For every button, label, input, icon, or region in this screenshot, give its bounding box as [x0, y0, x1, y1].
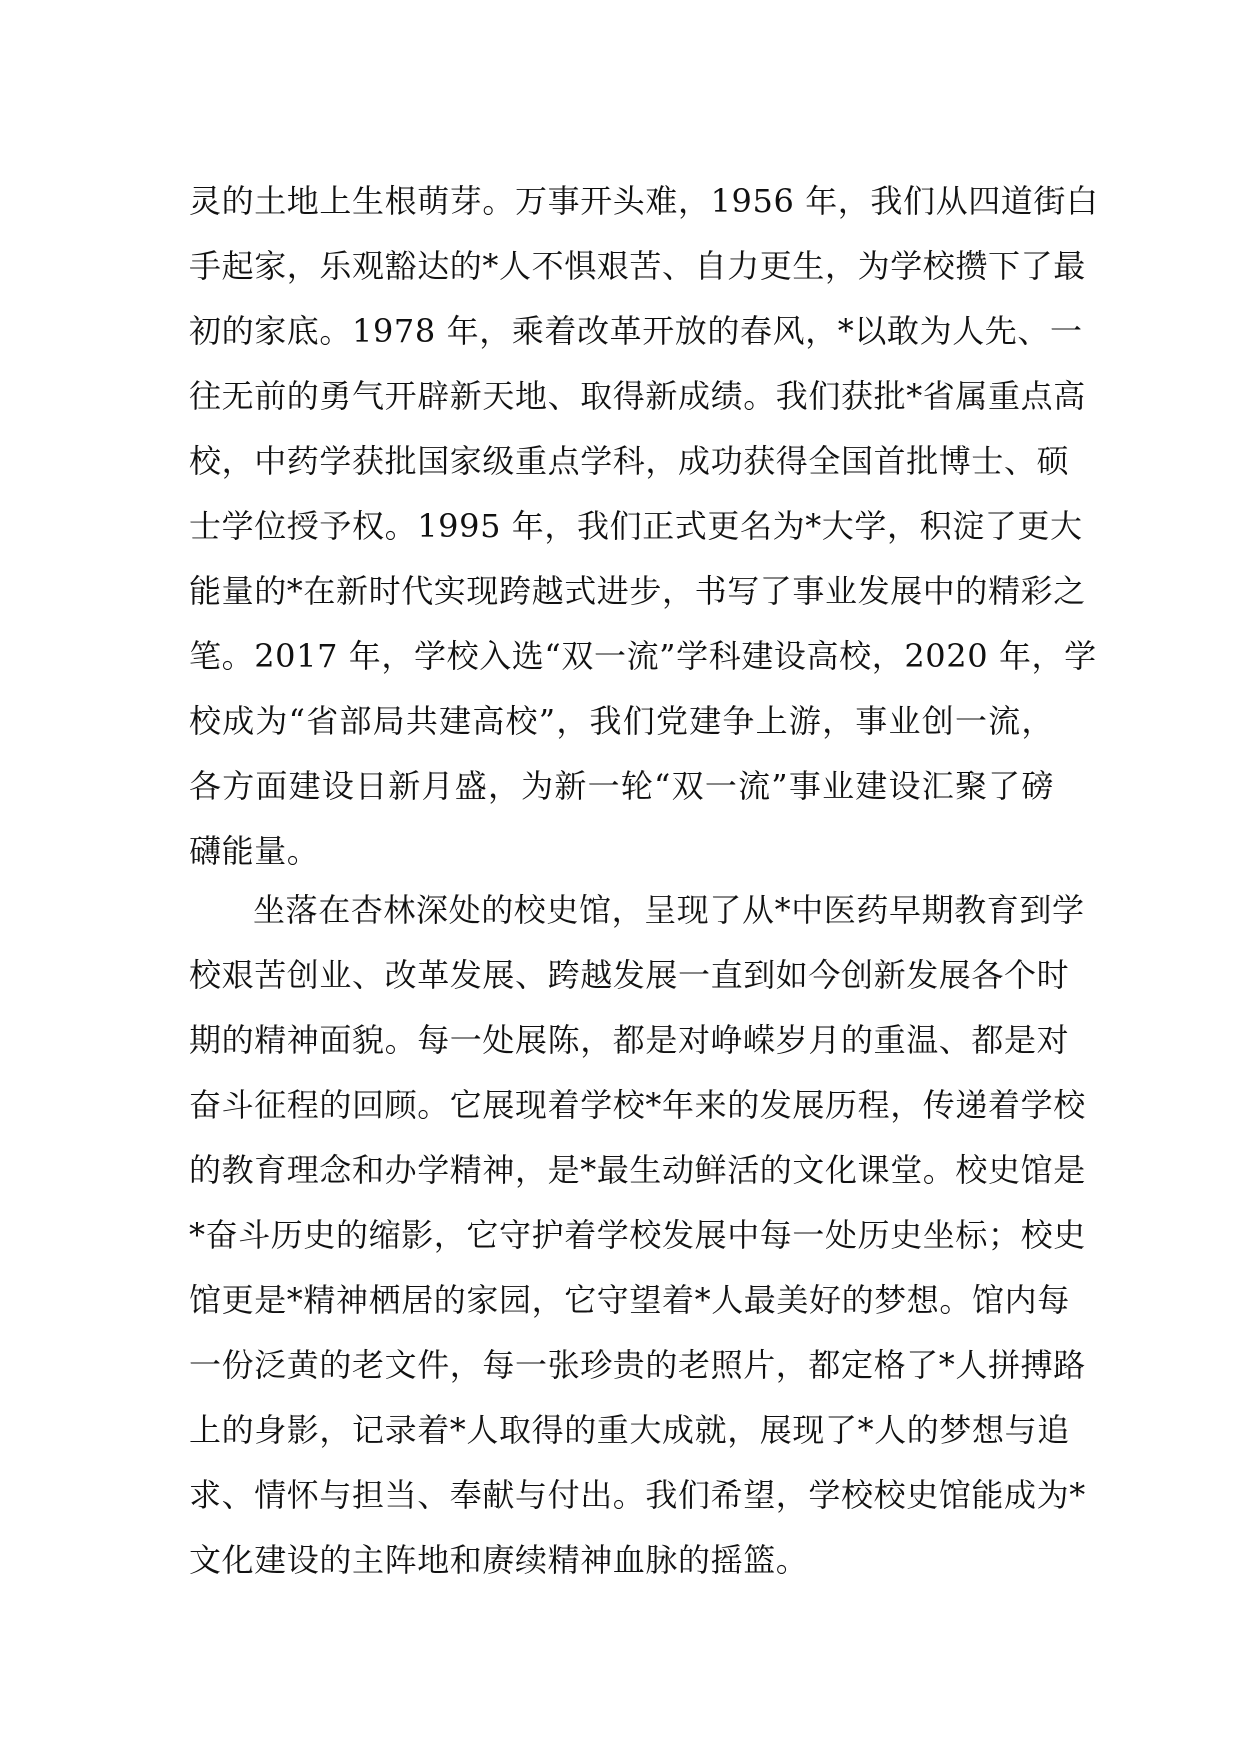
text-line: 奋斗征程的回顾。它展现着学校*年来的发展历程，传递着学校 [189, 1086, 1086, 1124]
paragraph-school-history [189, 169, 1099, 884]
text-line: *奋斗历史的缩影，它守护着学校发展中每一处历史坐标；校史 [189, 1216, 1086, 1254]
text-line: 能量的*在新时代实现跨越式进步，书写了事业发展中的精彩之 [189, 572, 1086, 610]
text-line: 手起家，乐观豁达的*人不惧艰苦、自力更生，为学校攒下了最 [189, 247, 1086, 285]
text-line: 校艰苦创业、改革发展、跨越发展一直到如今创新发展各个时 [189, 956, 1070, 994]
text-line: 校，中药学获批国家级重点学科，成功获得全国首批博士、硕 [189, 442, 1070, 480]
paragraph-history-museum [189, 878, 1086, 1593]
text-line: 往无前的勇气开辟新天地、取得新成绩。我们获批*省属重点高 [189, 377, 1086, 415]
text-line: 士学位授予权。1995 年，我们正式更名为*大学，积淀了更大 [189, 507, 1083, 545]
text-line: 上的身影，记录着*人取得的重大成就，展现了*人的梦想与追 [189, 1411, 1070, 1449]
text-line: 各方面建设日新月盛，为新一轮“双一流”事业建设汇聚了磅 [189, 767, 1054, 805]
text-line: 文化建设的主阵地和赓续精神血脉的摇篮。 [189, 1541, 809, 1579]
paragraph [189, 169, 1099, 884]
text-line: 求、情怀与担当、奉献与付出。我们希望，学校校史馆能成为* [189, 1476, 1086, 1514]
text-line: 馆更是*精神栖居的家园，它守望着*人最美好的梦想。馆内每 [189, 1281, 1070, 1319]
text-line: 笔。2017 年，学校入选“双一流”学科建设高校，2020 年，学 [189, 637, 1097, 675]
text-line: 初的家底。1978 年，乘着改革开放的春风，*以敢为人先、一 [189, 312, 1083, 350]
text-line: 礴能量。 [189, 832, 320, 870]
text-line-indented: 坐落在杏林深处的校史馆，呈现了从*中医药早期教育到学 [253, 891, 1085, 929]
text-line: 一份泛黄的老文件，每一张珍贵的老照片，都定格了*人拼搏路 [189, 1346, 1086, 1384]
text-line: 的教育理念和办学精神，是*最生动鲜活的文化课堂。校史馆是 [189, 1151, 1086, 1189]
paragraph [189, 878, 1086, 1593]
text-line: 期的精神面貌。每一处展陈，都是对峥嵘岁月的重温、都是对 [189, 1021, 1070, 1059]
text-line: 校成为“省部局共建高校”，我们党建争上游，事业创一流， [189, 702, 1054, 740]
text-line: 灵的土地上生根萌芽。万事开头难，1956 年，我们从四道街白 [189, 182, 1099, 220]
